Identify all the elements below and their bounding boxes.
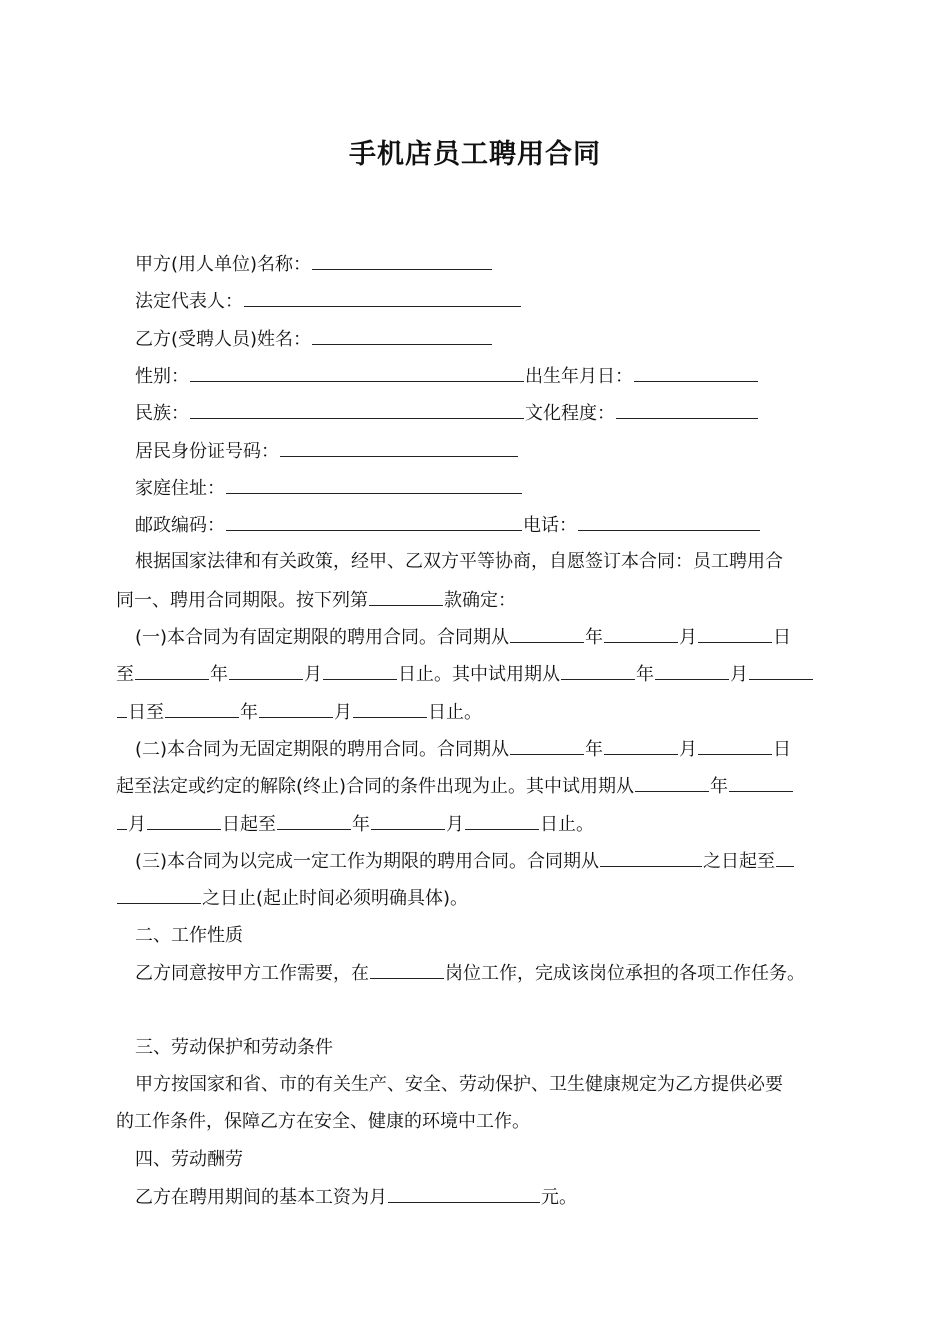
term-1-trial-end-month-blank[interactable] [259,700,333,718]
intro-line-1: 根据国家法律和有关政策，经甲、乙双方平等协商，自愿签订本合同：员工聘用合 [135,551,783,572]
term-2-trial-end-year-blank[interactable] [277,812,351,830]
term-1-trial-end-year-blank[interactable] [165,700,239,718]
employer-name-blank[interactable] [312,252,492,270]
term-2-trial-start-month-blank-b[interactable] [117,812,127,830]
birthdate-blank[interactable] [634,364,758,382]
ethnicity-label: 民族： [135,403,189,424]
term-2-start-year-blank[interactable] [510,737,584,755]
section-4-content: 乙方在聘用期间的基本工资为月 元。 [135,1187,577,1208]
position-blank[interactable] [370,961,444,979]
term-2-trial-start-day-blank[interactable] [147,812,221,830]
section-2-content: 乙方同意按甲方工作需要，在 岗位工作，完成该岗位承担的各项工作任务。 [135,963,805,984]
document-title: 手机店员工聘用合同 [349,139,601,170]
term-1-trial-end-day-blank[interactable] [353,700,427,718]
employer-name-row [135,252,493,277]
term-2-trial-end-month-blank[interactable] [371,812,445,830]
term-1-line-2: 至 年 月 日止。其中试用期从 年 月 [116,662,814,687]
term-3-end-blank-a[interactable] [776,849,794,867]
gender-blank[interactable] [190,364,524,382]
employee-name-row [135,327,493,352]
section-4-title: 四、劳动酬劳 [135,1149,243,1170]
term-1-end-year-blank[interactable] [135,662,209,680]
education-blank[interactable] [616,401,758,419]
legal-rep-label: 法定代表人： [135,291,243,312]
term-1-trial-start-day-blank-b[interactable] [117,700,127,718]
term-1-end-day-blank[interactable] [323,662,397,680]
postcode-label: 邮政编码： [135,515,225,536]
section-2-title: 二、工作性质 [135,925,243,946]
term-2-start-day-blank[interactable] [698,737,772,755]
term-1-end-month-blank[interactable] [229,662,303,680]
term-1-line-1: (一)本合同为有固定期限的聘用合同。合同期从 年 月 日 [135,627,792,648]
term-3-end-blank-b[interactable] [117,886,201,904]
address-row [135,476,523,501]
section-3-title: 三、劳动保护和劳动条件 [135,1037,333,1058]
gender-label: 性别： [135,366,189,387]
employee-name-label: 乙方(受聘人员)姓名： [135,329,312,350]
employer-name-label: 甲方(用人单位)名称： [135,254,312,275]
term-1-trial-start-year-blank[interactable] [561,662,635,680]
term-2-start-month-blank[interactable] [604,737,678,755]
postcode-blank[interactable] [226,513,522,531]
intro-line-2: 同一、聘用合同期限。按下列第 款确定： [116,590,516,611]
birthdate-label: 出生年月日： [525,366,633,387]
term-2-line-3: 月 日起至 年 月 日止。 [116,812,594,837]
term-3-start-blank[interactable] [600,849,702,867]
term-1-trial-start-day-blank-a[interactable] [749,662,813,680]
term-3-line-1: (三)本合同为以完成一定工作为期限的聘用合同。合同期从 之日起至 [135,849,795,874]
gender-birth-row [135,364,759,389]
term-3-line-2: 之日止(起止时间必须明确具体)。 [116,886,468,911]
term-2-trial-start-month-blank-a[interactable] [729,774,793,792]
term-1-line-3: 日至 年 月 日止。 [116,700,482,725]
legal-rep-blank[interactable] [244,289,521,307]
term-1-start-month-blank[interactable] [604,625,678,643]
term-1-start-day-blank[interactable] [698,625,772,643]
phone-label: 电话： [523,515,577,536]
ethnicity-blank[interactable] [190,401,524,419]
id-number-blank[interactable] [280,439,518,457]
term-option-blank[interactable] [369,588,443,606]
term-2-line-1: (二)本合同为无固定期限的聘用合同。合同期从 年 月 日 [135,739,792,760]
postcode-phone-row [135,513,761,538]
term-1-trial-start-month-blank[interactable] [655,662,729,680]
term-2-line-2: 起至法定或约定的解除(终止)合同的条件出现为止。其中试用期从 年 [116,774,794,799]
term-1-start-year-blank[interactable] [510,625,584,643]
salary-blank[interactable] [388,1185,540,1203]
id-number-row [135,439,519,464]
id-number-label: 居民身份证号码： [135,441,279,462]
address-blank[interactable] [226,476,522,494]
phone-blank[interactable] [578,513,760,531]
section-3-line-1: 甲方按国家和省、市的有关生产、安全、劳动保护、卫生健康规定为乙方提供必要 [135,1074,783,1095]
ethnicity-education-row [135,401,759,426]
term-2-trial-end-day-blank[interactable] [465,812,539,830]
address-label: 家庭住址： [135,478,225,499]
employee-name-blank[interactable] [312,327,492,345]
term-2-trial-start-year-blank[interactable] [635,774,709,792]
education-label: 文化程度： [525,403,615,424]
section-3-line-2: 的工作条件，保障乙方在安全、健康的环境中工作。 [116,1111,530,1132]
legal-rep-row [135,289,522,314]
